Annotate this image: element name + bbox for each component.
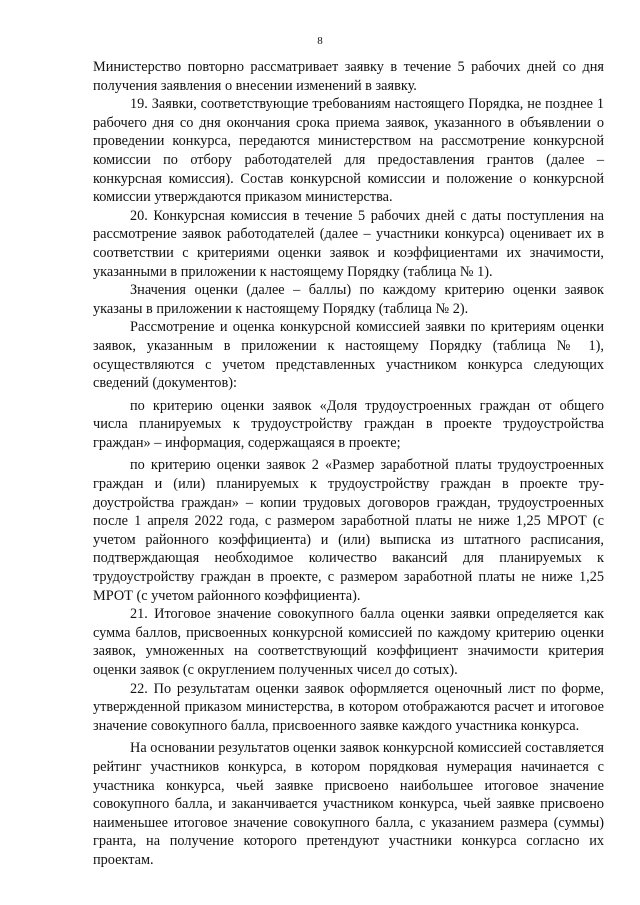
paragraph-criterion-2: по критерию оценки заявок 2 «Размер заработной платы трудоустроенных граждан и (или) планируемых к трудоустройству граждан в проекте трудоустройства граждан» – копии трудовых договоров граждан, трудоустроенных после 1 апреля 2022 года, с размером заработной платы не ниже 1,25 МРОТ (с учетом районного коэффициента) и (или) выписка из штатного расписания, подтверждающая необходимое количество вакансий для планируемых к трудоустройству граждан в проекте, с размером заработной платы не ниже 1,25 МРОТ (с учетом районного коэффициента). (93, 457, 604, 604)
paragraph-21: 21. Итоговое значение совокупного балла оценки заявки определяется как сумма баллов, присвоенных конкурсной комиссией по каждому критерию оценки заявок, умноженных на соответствующий коэффициент значимости критерия оценки заявок (с округлением полученных чисел до сотых). (93, 606, 604, 678)
document-body (93, 58, 604, 870)
paragraph-22: 22. По результатам оценки заявок оформляется оценочный лист по форме, утвержденной приказом министерства, в котором отображаются расчет и итоговое значение совокупного балла, присвоенного заявке каждого участника конкурса. (93, 680, 604, 734)
paragraph-19: 19. Заявки, соответствующие требованиям настоящего Порядка, не позднее 1 рабочего дня со дня окончания срока приема заявок, указанного в объявлении о проведении конкурса, передаются министерством на рассмотрение конкурсной комиссии по отбору работодателей для предоставления грантов (далее – конкурсная комиссия). Состав конкурсной комиссии и положение о конкурсной комиссии утверждаются приказом министерства. (93, 96, 604, 206)
page-number: 8 (317, 35, 323, 47)
paragraph-20: 20. Конкурсная комиссия в течение 5 рабочих дней с даты поступления на рассмотрение заявок работодателей (далее – участники конкурса) оценивает их в соответствии с критериями оценки заявок и коэффициентами их значимости, указанными в приложении к настоящему Порядку (таблица № 1). (93, 207, 604, 280)
paragraph-continuation: Министерство повторно рассматривает заявку в течение 5 рабочих дней со дня получения заявления о внесении изменений в заявку. (93, 59, 604, 94)
paragraph-score-values: Значения оценки (далее – баллы) по каждому критерию оценки заявок указаны в приложении к настоящему Порядку (таблица № 2). (93, 282, 604, 317)
paragraph-criterion-1: по критерию оценки заявок «Доля трудоустроенных граждан от общего числа планируемых к трудоустройству граждан в проекте трудоустройства граждан» – информация, содержащаяся в проекте; (93, 397, 604, 451)
paragraph-rating: На основании результатов оценки заявок конкурсной комиссией составляется рейтинг участников конкурса, в котором порядковая нумерация начинается с участника конкурса, чьей заявке присвоено наибольшее итоговое значение совокупного балла, и заканчивается участником конкурса, чьей заявке присвоено наименьшее итоговое значение совокупного балла, с указанием размера (суммы) гранта, на получение которого претендуют участники конкурса согласно их проектам. (93, 740, 604, 868)
paragraph-review-documents: Рассмотрение и оценка конкурсной комиссией заявки по критериям оценки заявок, указанным в приложении к настоящему Порядку (таблица № 1), осуществляются с учетом представленных участником конкурса следующих сведений (документов): (93, 319, 604, 392)
